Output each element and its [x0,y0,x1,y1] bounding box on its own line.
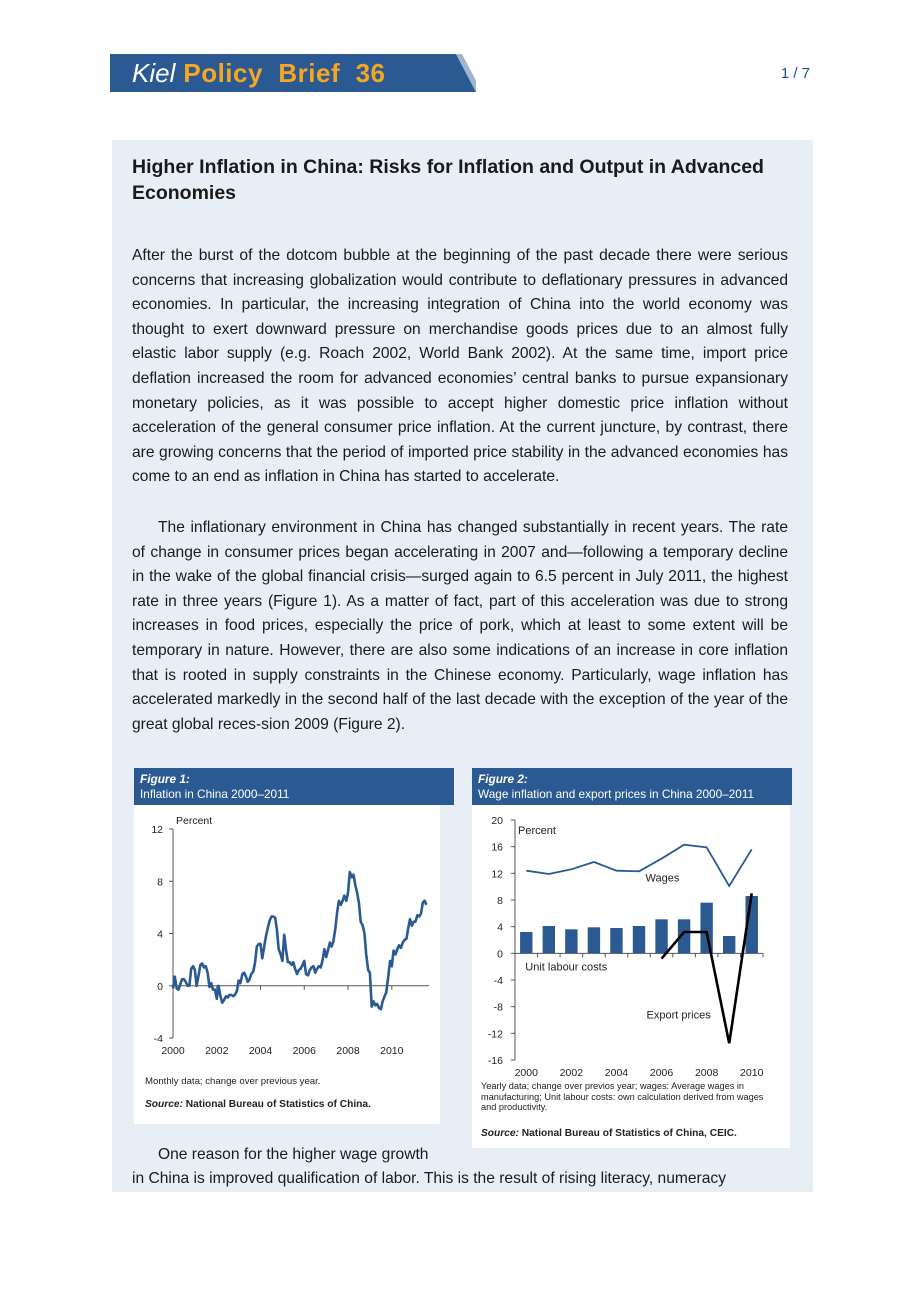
y-tick-label: 4 [157,928,163,941]
unit-labour-costs-bar [565,929,577,953]
wages-line [526,845,751,886]
figure-2-label: Figure 2: [478,772,528,786]
figure-1-source-label: Source: [145,1099,183,1110]
wages-series-label: Wages [645,872,680,885]
paragraph-3-line-2: in China is improved qualification of labor. This is the result of rising literacy, numeracy [132,1170,726,1187]
unit-labour-costs-bar [520,932,532,953]
export-prices-series-label: Export prices [646,1009,711,1022]
y-axis-label: Percent [176,815,213,827]
figure-2-source-label: Source: [481,1128,519,1139]
unit-labour-costs-bar [655,919,667,953]
figure-2-header [472,768,792,805]
unit-labour-costs-bar [588,927,600,953]
y-tick-label: 8 [497,895,503,907]
brand-policy-brief: Policy Brief 36 [183,58,386,88]
figure-1-header [134,768,454,805]
paragraph-3-line-1: One reason for the higher wage growth [158,1146,429,1163]
y-tick-label: 20 [491,815,503,827]
y-tick-label: -12 [487,1028,503,1041]
y-tick-label: 0 [157,980,163,993]
y-tick-label: -4 [153,1033,163,1045]
figure-1-source-text: National Bureau of Statistics of China. [185,1099,371,1110]
header-banner [110,54,476,92]
unit-labour-costs-bar [700,903,712,954]
x-tick-label: 2000 [514,1067,538,1079]
figure-2-source-text: National Bureau of Statistics of China, CEIC. [521,1128,737,1139]
y-tick-label: 4 [497,921,503,934]
figure-1 [134,768,440,1124]
figure-2 [472,768,790,1148]
y-tick-label: -8 [493,1001,503,1014]
figure-1-caption: Inflation in China 2000–2011 [140,787,290,801]
x-tick-label: 2004 [248,1045,273,1057]
y-tick-label: 8 [157,876,163,889]
paragraph-2: The inflationary environment in China has changed substantially in recent years. The rate of change in consumer prices began accelerating in 2007 and—following a temporary decline in the wake of the global financial crisis—surged again to 6.5 percent in July 2011, the highest rate in three years (Figure 1). As a matter of fact, part of this acceleration was due to strong increases in food prices, especially the price of pork, which at least to some extent will be temporary in nature. However, there are also some indications of an increase in core inflation that is rooted in supply constraints in the Chinese economy. Particularly, wage inflation has accelerated markedly in the second half of the last decade with the exception of the year of the great global reces-sion 2009 (Figure 2). [132,519,788,733]
y-tick-label: 12 [491,868,503,881]
figure-1-source [145,1099,435,1110]
x-tick-label: 2006 [292,1045,316,1057]
x-tick-label: 2010 [740,1067,764,1079]
x-tick-label: 2008 [694,1067,719,1079]
inflation-line [173,872,426,1009]
x-tick-label: 2000 [161,1045,185,1057]
y-tick-label: -16 [487,1055,503,1067]
unit-labour-costs-bar [543,926,555,953]
figure-2-note: Yearly data; change over previos year; wages: Average wages in manufacturing; Unit labour costs: own calculation derived from wages and productivity. [481,1081,764,1112]
unit-labour-costs-bar [723,936,735,953]
x-tick-label: 2006 [649,1067,674,1079]
x-tick-label: 2002 [559,1067,584,1079]
figure-1-label: Figure 1: [140,772,190,786]
paragraph-1: After the burst of the dotcom bubble at the beginning of the past decade there were serious concerns that increasing globalization would contribute to deflationary pressures in advanced economies. In particular, the increasing integration of China into the world economy was thought to exert downward pressure on merchandise goods prices due to an almost fully elastic labor supply (e.g. Roach 2002, World Bank 2002). At the same time, import price deflation increased the room for advanced economies’ central banks to pursue expansionary monetary policies, as it was possible to accept higher domestic price inflation without acceleration of the general consumer price inflation. At the current juncture, by contrast, there are growing concerns that the period of imported price stability in the advanced economies has come to an end as inflation in China has started to accelerate. [132,247,788,486]
x-tick-label: 2004 [604,1067,629,1079]
x-tick-label: 2010 [380,1045,404,1057]
page-number: 1 / 7 [780,65,810,82]
unit-labour-costs-bar [633,926,645,953]
x-tick-label: 2002 [205,1045,229,1057]
unit-labour-costs-bar [610,928,622,953]
x-tick-label: 2008 [336,1045,360,1057]
article-title: Higher Inflation in China: Risks for Inflation and Output in Advanced Economies [132,156,764,204]
figure-2-chart [472,808,790,1108]
figure-1-chart [134,808,440,1108]
y-tick-label: 16 [491,841,503,854]
y-tick-label: 0 [497,948,503,961]
y-tick-label: -4 [493,975,503,987]
y-tick-label: 12 [151,824,163,836]
y-axis-label: Percent [518,825,556,837]
unit-labour-costs-series-label: Unit labour costs [525,961,608,974]
figure-2-source [481,1128,787,1139]
banner-title [132,57,386,89]
figure-2-caption: Wage inflation and export prices in China 2000–2011 [478,787,755,801]
figure-1-note: Monthly data; change over previous year. [145,1076,321,1087]
brand-kiel: Kiel [132,58,176,88]
